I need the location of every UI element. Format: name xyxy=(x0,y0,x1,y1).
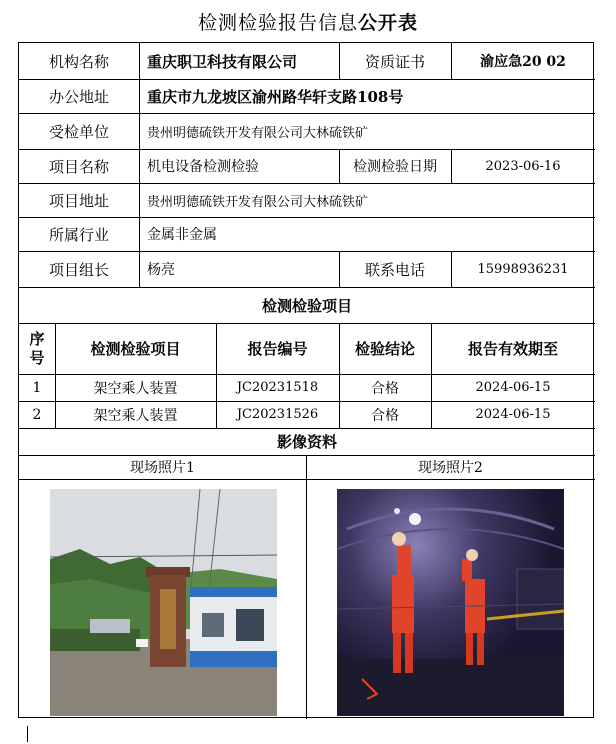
industry-value: 金属非金属 xyxy=(147,227,217,243)
inspection-date-value: 2023-06-16 xyxy=(485,158,561,174)
industry-label: 所属行业 xyxy=(48,225,109,244)
row-item: 架空乘人装置 xyxy=(93,407,178,424)
row-no: 2 xyxy=(32,406,42,423)
address-label: 办公地址 xyxy=(48,87,109,106)
items-section-title: 检测检验项目 xyxy=(261,296,352,315)
team-leader-label: 项目组长 xyxy=(48,260,109,279)
phone-label: 联系电话 xyxy=(364,260,425,279)
text-cursor xyxy=(27,726,28,742)
row-valid-until: 2024-06-15 xyxy=(475,407,551,422)
header-valid-until: 报告有效期至 xyxy=(467,340,558,358)
row-report-no: JC20231526 xyxy=(236,407,319,422)
site-photo-1 xyxy=(50,489,277,716)
info-table xyxy=(18,42,594,718)
header-item: 检测检验项目 xyxy=(90,340,181,358)
project-name-label: 项目名称 xyxy=(48,157,109,176)
inspected-unit-value: 贵州明德硫铁开发有限公司大林硫铁矿 xyxy=(147,125,369,141)
image-section-title: 影像资料 xyxy=(276,433,337,451)
row-valid-until: 2024-06-15 xyxy=(475,380,551,395)
header-result: 检验结论 xyxy=(354,340,415,358)
header-no: 序号 xyxy=(29,329,45,367)
photo1-label: 现场照片1 xyxy=(130,460,195,476)
photo2-label: 现场照片2 xyxy=(418,460,483,476)
row-no: 1 xyxy=(32,379,42,396)
row-result: 合格 xyxy=(371,407,399,424)
site-photo-1-image xyxy=(50,489,277,716)
org-name-label: 机构名称 xyxy=(48,52,109,71)
project-address-label: 项目地址 xyxy=(48,191,109,210)
address-value: 重庆市九龙坡区渝州路华轩支路108号 xyxy=(147,87,404,106)
site-photo-2 xyxy=(337,489,564,716)
row-report-no: JC20231518 xyxy=(236,380,319,395)
cert-label: 资质证书 xyxy=(364,52,425,71)
team-leader-value: 杨亮 xyxy=(147,262,175,278)
phone-value: 15998936231 xyxy=(477,261,569,277)
site-photo-2-image xyxy=(337,489,564,716)
org-name-value: 重庆职卫科技有限公司 xyxy=(147,52,298,71)
page-title: 检测检验报告信息公开表 xyxy=(197,12,419,34)
project-name-value: 机电设备检测检验 xyxy=(147,159,259,175)
header-report-no: 报告编号 xyxy=(247,340,308,358)
row-item: 架空乘人装置 xyxy=(93,380,178,397)
project-address-value: 贵州明德硫铁开发有限公司大林硫铁矿 xyxy=(147,194,369,210)
inspection-date-label: 检测检验日期 xyxy=(353,159,437,175)
cert-value: 渝应急20 02 xyxy=(480,54,566,70)
inspected-unit-label: 受检单位 xyxy=(48,122,109,141)
row-result: 合格 xyxy=(371,380,399,397)
